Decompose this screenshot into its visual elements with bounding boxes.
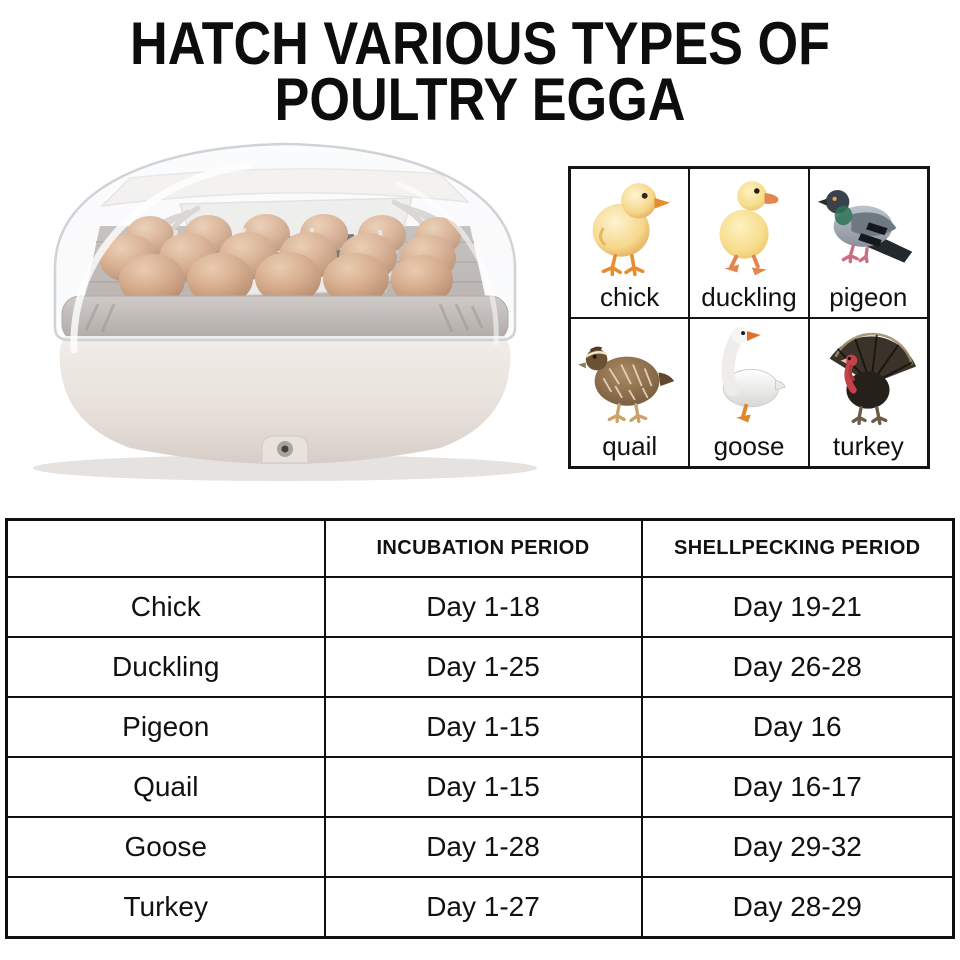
table-row — [7, 697, 954, 757]
animal-cell-chick — [570, 168, 689, 318]
table-header-bird — [7, 520, 325, 577]
animal-label-quail: quail — [602, 431, 658, 461]
animal-cell-goose — [689, 318, 808, 468]
bird-name-cell: Duckling — [7, 637, 325, 697]
bird-name-cell: Pigeon — [7, 697, 325, 757]
goose-photo — [695, 323, 803, 432]
bird-name-cell: Goose — [7, 817, 325, 877]
pigeon-photo — [814, 173, 922, 282]
table-row — [7, 577, 954, 637]
incubation-cell: Day 1-25 — [325, 637, 642, 697]
shellpecking-cell: Day 28-29 — [642, 877, 954, 938]
animal-label-chick: chick — [600, 281, 660, 312]
shellpecking-cell: Day 16-17 — [642, 757, 954, 817]
incubation-cell: Day 1-28 — [325, 817, 642, 877]
poultry-table — [5, 518, 955, 939]
table-header-row — [7, 520, 954, 577]
table-row — [7, 877, 954, 938]
page-title — [62, 10, 897, 133]
animal-cell-quail — [570, 318, 689, 468]
animal-label-goose: goose — [713, 431, 785, 461]
incubation-cell: Day 1-18 — [325, 577, 642, 637]
table-row — [7, 637, 954, 697]
incubation-cell: Day 1-15 — [325, 757, 642, 817]
shellpecking-cell: Day 16 — [642, 697, 954, 757]
incubator-illustration — [0, 118, 570, 506]
turkey-photo — [814, 323, 922, 432]
incubator-base — [60, 336, 511, 464]
shellpecking-cell: Day 26-28 — [642, 637, 954, 697]
incubation-cell: Day 1-15 — [325, 697, 642, 757]
table-row — [7, 757, 954, 817]
table-header-incubation: INCUBATION PERIOD — [325, 520, 642, 577]
page-title-line-1: HATCH VARIOUS TYPES OF — [130, 10, 830, 77]
bird-name-cell: Turkey — [7, 877, 325, 938]
transparent-dome — [55, 144, 515, 350]
table-row — [7, 817, 954, 877]
table-header-shellpecking: SHELLPECKING PERIOD — [642, 520, 954, 577]
incubator-photo — [0, 118, 570, 506]
shellpecking-cell: Day 19-21 — [642, 577, 954, 637]
animal-cell-turkey — [809, 318, 928, 468]
animal-cell-pigeon — [809, 168, 928, 318]
animal-grid — [568, 166, 930, 469]
animal-cell-duckling — [689, 168, 808, 318]
animal-label-turkey: turkey — [832, 431, 904, 461]
page-title-line-2: POULTRY EGGA — [274, 66, 686, 133]
shellpecking-cell: Day 29-32 — [642, 817, 954, 877]
chick-photo — [576, 173, 684, 282]
incubation-cell: Day 1-27 — [325, 877, 642, 938]
bird-name-cell: Quail — [7, 757, 325, 817]
animal-label-duckling: duckling — [701, 281, 797, 312]
quail-photo — [576, 323, 684, 432]
duckling-photo — [695, 173, 803, 282]
bird-name-cell: Chick — [7, 577, 325, 637]
animal-label-pigeon: pigeon — [829, 281, 908, 312]
